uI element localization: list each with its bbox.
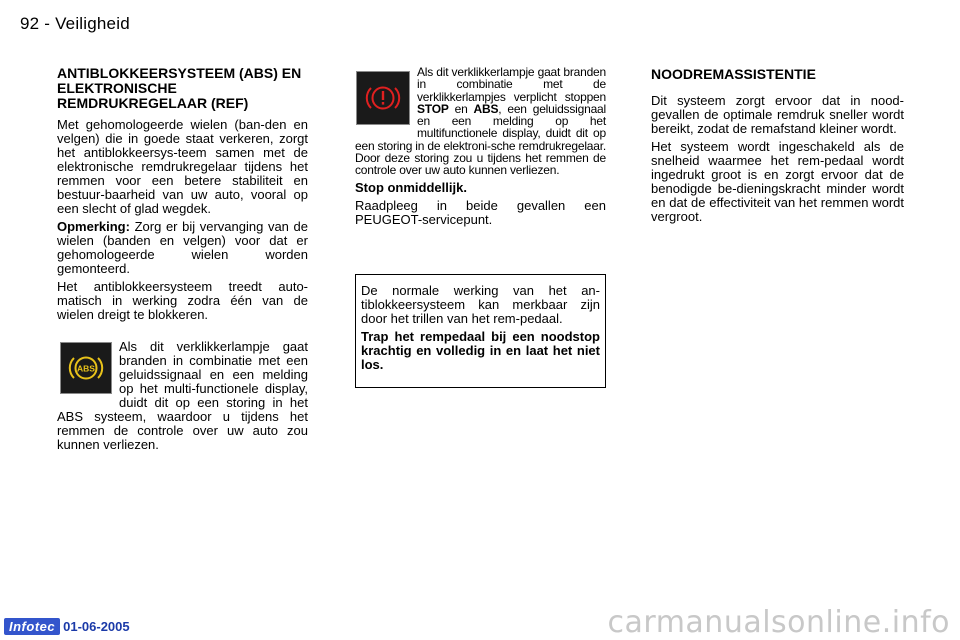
brake-warning-lamp-icon (356, 71, 410, 125)
page-number: 92 (20, 14, 40, 33)
emergency-column (651, 66, 904, 228)
header-separator: - (44, 14, 51, 33)
emergency-title: NOODREMASSISTENTIE (651, 66, 816, 82)
abs-lamp-block (57, 340, 308, 452)
section-title: Veiligheid (55, 14, 130, 33)
note-text: De normale werking van het an-tiblokkeersysteem kan merkbaar zijn door het trillen van het rem-pedaal. (361, 283, 600, 326)
brake-lamp-block (355, 66, 606, 177)
abs-remark (57, 220, 308, 276)
stop-label: STOP (417, 101, 449, 116)
footer-date: 01-06-2005 (63, 619, 130, 634)
footer (4, 618, 130, 635)
note-warning: Trap het rempedaal bij een noodstop krachtig en volledig in en laat het niet los. (361, 329, 600, 372)
svg-text:ABS: ABS (77, 363, 95, 374)
abs-section-title: ANTIBLOKKEERSYSTEEM (ABS) EN ELEKTRONISCHE REMDRUKREGELAAR (REF) (57, 65, 302, 111)
emergency-p2: Het systeem wordt ingeschakeld als de snelheid waarmee het rem-pedaal wordt ingedrukt groot is en zorgt ervoor dat de benodigde be-dieningskracht minder wordt en dat de effectiviteit van het remmen wordt vergroot. (651, 139, 904, 224)
ref-column (355, 66, 606, 231)
watermark: carmanualsonline.info (607, 605, 950, 640)
brake-lamp-text: Als dit verklikkerlampje gaat branden in combinatie met de verklikkerlampjes verplicht stoppen STOP en ABS, een geluidssignaal en een melding op het multifunctionele display, duidt dit op een storing in de elektroni-sche remdrukregelaar. Door deze storing zou u tijdens het remmen de controle over uw auto kunnen verliezen. (355, 65, 607, 178)
abs-intro: Met gehomologeerde wielen (ban-den en velgen) die in goede staat verkeren, zorgt het antiblokkeersys-teem samen met de elektronische remdrukregelaar tijdens het remmen voor een betere stabiliteit en bestuur-baarheid van uw auto, vooral op een slecht of glad wegdek. (57, 117, 308, 216)
note-box (355, 274, 606, 388)
remark-label: Opmerking: (57, 219, 130, 234)
emergency-p1: Dit systeem zorgt ervoor dat in nood-gevallen de optimale remdruk sneller wordt bereikt, zodat de remafstand kleiner wordt. (651, 93, 904, 136)
abs-label: ABS (473, 101, 499, 116)
abs-column (57, 66, 308, 456)
infotec-logo: Infotec (4, 618, 60, 635)
page-header (20, 14, 130, 34)
remark-text: Zorg er bij vervanging van de wielen (banden en velgen) voor dat er gehomologeerde wielen worden gemonteerd. (57, 219, 308, 276)
consult-dealer: Raadpleeg in beide gevallen een PEUGEOT-servicepunt. (355, 197, 606, 227)
stop-now: Stop onmiddellijk. (355, 179, 467, 195)
abs-auto-text: Het antiblokkeersysteem treedt auto-matisch in werking zodra één van de wielen dreigt te blokkeren. (57, 279, 308, 322)
abs-lamp-text: Als dit verklikkerlampje gaat branden in combinatie met een geluidssignaal en een melding op het multi-functionele display, duidt dit op een storing in het ABS systeem, waardoor u tijdens het remmen de controle over uw auto zou kunnen verliezen. (57, 339, 308, 452)
